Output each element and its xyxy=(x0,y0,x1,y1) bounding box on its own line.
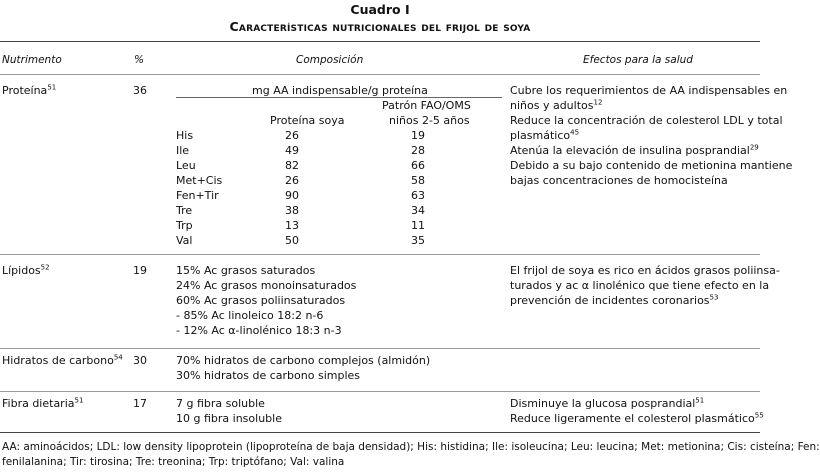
aa-fao-0: 19 xyxy=(411,129,425,142)
aa-name-5: Tre xyxy=(176,204,193,217)
aa-table-header: mg AA indispensable/g proteína xyxy=(252,84,428,97)
aa-name-7: Val xyxy=(176,234,193,247)
top-rule xyxy=(0,41,760,42)
aa-col-soy: Proteína soya xyxy=(270,114,345,127)
lipid-comp-3: - 85% Ac linoleico 18:2 n-6 xyxy=(176,309,324,322)
aa-col-fao-2: niños 2-5 años xyxy=(389,114,470,127)
carb-comp-1: 30% hidratos de carbono simples xyxy=(176,369,360,382)
row-rule-3 xyxy=(0,391,760,392)
fiber-comp-1: 10 g fibra insoluble xyxy=(176,412,282,425)
row-rule-1 xyxy=(0,254,760,255)
lipid-effect-2: prevención de incidentes coronarios$^{53}$ xyxy=(510,293,719,307)
aa-name-2: Leu xyxy=(176,159,196,172)
row-rule-2 xyxy=(0,348,760,349)
header-rule xyxy=(0,74,760,75)
lipid-comp-2: 60% Ac grasos poliinsaturados xyxy=(176,294,346,307)
lipid-comp-0: 15% Ac grasos saturados xyxy=(176,264,316,277)
footnote-line-1: AA: aminoácidos; LDL: low density lipoprotein (lipoproteína de baja densidad); His: histidina; Ile: isoleucina; Leu: leucina; Met: metionina; Cis: cisteína; Fen: xyxy=(2,441,820,453)
lipid-effect-0: El frijol de soya es rico en ácidos grasos poliinsa- xyxy=(510,264,780,277)
aa-soy-7: 50 xyxy=(285,234,299,247)
aa-fao-4: 63 xyxy=(411,189,425,202)
aa-fao-3: 58 xyxy=(411,174,425,187)
header-composition: Composición xyxy=(296,54,364,66)
percent-carbs: 30 xyxy=(133,354,147,367)
aa-fao-6: 11 xyxy=(411,219,425,232)
aa-fao-7: 35 xyxy=(411,234,425,247)
nutrient-carbs: Hidratos de carbono$^{54}$ xyxy=(2,353,123,367)
nutrient-lipids: Lípidos$^{52}$ xyxy=(2,263,50,277)
lipid-effect-1: turados y ac α linolénico que tiene efecto en la xyxy=(510,279,770,292)
protein-effect-5: Debido a su bajo contenido de metionina mantiene xyxy=(510,159,793,172)
protein-effect-3: plasmático$^{45}$ xyxy=(510,128,580,142)
table-title: Características nutricionales del frijol de soya xyxy=(229,19,531,34)
aa-col-fao-1: Patrón FAO/OMS xyxy=(382,99,471,112)
fiber-effect-1: Reduce ligeramente el colesterol plasmático$^{55}$ xyxy=(510,411,764,425)
aa-soy-2: 82 xyxy=(285,159,299,172)
aa-name-4: Fen+Tir xyxy=(176,189,219,202)
aa-name-6: Trp xyxy=(176,219,193,232)
aa-name-1: Ile xyxy=(176,144,190,157)
aa-soy-1: 49 xyxy=(285,144,299,157)
percent-fiber: 17 xyxy=(133,397,147,410)
percent-lipids: 19 xyxy=(133,264,147,277)
nutrient-protein: Proteína$^{51}$ xyxy=(2,83,57,97)
protein-effect-2: Reduce la concentración de colesterol LDL y total xyxy=(510,114,783,127)
aa-soy-5: 38 xyxy=(285,204,299,217)
bottom-rule xyxy=(0,432,760,433)
aa-soy-0: 26 xyxy=(285,129,299,142)
aa-soy-4: 90 xyxy=(285,189,299,202)
protein-effect-0: Cubre los requerimientos de AA indispensables en xyxy=(510,84,788,97)
aa-name-0: His xyxy=(176,129,194,142)
aa-soy-6: 13 xyxy=(285,219,299,232)
aa-table-rule xyxy=(176,97,502,98)
percent-protein: 36 xyxy=(133,84,147,97)
footnote-line-2: fenilalanina; Tir: tirosina; Tre: treonina; Trp: triptófano; Val: valina xyxy=(2,456,345,468)
nutrient-fiber: Fibra dietaria$^{51}$ xyxy=(2,396,84,410)
aa-soy-3: 26 xyxy=(285,174,299,187)
lipid-comp-4: - 12% Ac α-linolénico 18:3 n-3 xyxy=(176,324,342,337)
aa-fao-5: 34 xyxy=(411,204,425,217)
fiber-comp-0: 7 g fibra soluble xyxy=(176,397,265,410)
protein-effect-1: niños y adultos$^{12}$ xyxy=(510,98,603,112)
table-number: Cuadro I xyxy=(350,2,410,17)
header-nutrient: Nutrimento xyxy=(2,54,62,66)
header-percent: % xyxy=(134,54,144,66)
aa-fao-2: 66 xyxy=(411,159,425,172)
lipid-comp-1: 24% Ac grasos monoinsaturados xyxy=(176,279,357,292)
header-effects: Efectos para la salud xyxy=(583,54,693,66)
aa-fao-1: 28 xyxy=(411,144,425,157)
aa-name-3: Met+Cis xyxy=(176,174,223,187)
fiber-effect-0: Disminuye la glucosa posprandial$^{51}$ xyxy=(510,396,705,410)
protein-effect-4: Atenúa la elevación de insulina posprandial$^{29}$ xyxy=(510,143,759,157)
carb-comp-0: 70% hidratos de carbono complejos (almidón) xyxy=(176,354,431,367)
protein-effect-6: bajas concentraciones de homocisteína xyxy=(510,174,728,187)
